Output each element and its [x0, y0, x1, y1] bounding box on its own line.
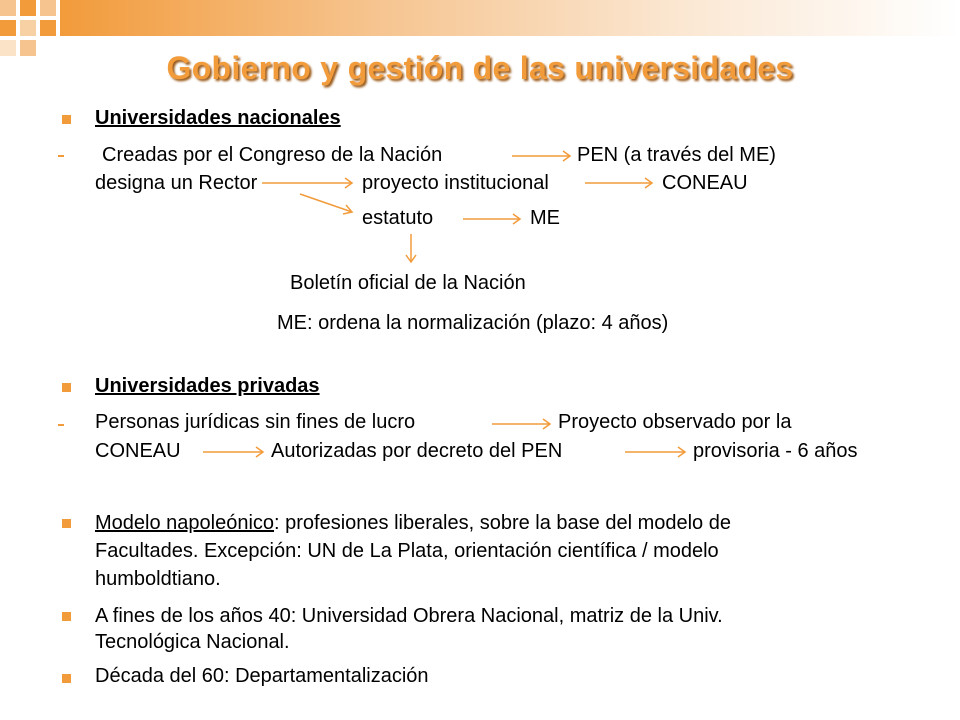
- arrow-icon: [512, 151, 570, 161]
- arrow-icon: [492, 419, 550, 429]
- nac-line2b: proyecto institucional: [362, 172, 549, 194]
- anos40-line2: Tecnológica Nacional.: [95, 631, 290, 653]
- modelo-line3: humboldtiano.: [95, 568, 221, 590]
- nac-line1a: Creadas por el Congreso de la Nación: [102, 144, 443, 166]
- nac-line5: ME: ordena la normalización (plazo: 4 años): [277, 312, 669, 334]
- nac-line3b: ME: [530, 207, 560, 229]
- heading-nacionales: Universidades nacionales: [95, 107, 341, 129]
- arrow-icon: [585, 178, 652, 188]
- nac-line2c: CONEAU: [662, 172, 748, 194]
- priv-line2a: CONEAU: [95, 440, 181, 462]
- nac-line3a: estatuto: [362, 207, 434, 229]
- arrow-icon: [262, 178, 352, 188]
- heading-privadas: Universidades privadas: [95, 375, 320, 397]
- priv-line1a: Personas jurídicas sin fines de lucro: [95, 411, 416, 433]
- slide-title: Gobierno y gestión de las universidades: [166, 50, 794, 86]
- priv-line1b: Proyecto observado por la: [558, 411, 792, 433]
- nac-line2a: designa un Rector: [95, 172, 258, 194]
- priv-line2b: Autorizadas por decreto del PEN: [271, 440, 563, 462]
- modelo-line2: Facultades. Excepción: UN de La Plata, orientación científica / modelo: [95, 540, 719, 562]
- arrow-icon: [625, 447, 685, 457]
- priv-line2c: provisoria - 6 años: [693, 440, 858, 462]
- modelo-line1-rest: : profesiones liberales, sobre la base del modelo de: [274, 512, 731, 534]
- decada60-line1: Década del 60: Departamentalización: [95, 665, 429, 687]
- modelo-term: Modelo napoleónico: [95, 512, 275, 534]
- arrow-icon: [463, 214, 520, 224]
- nac-line4: Boletín oficial de la Nación: [290, 272, 526, 294]
- arrow-icon: [300, 194, 352, 214]
- nac-line1b: PEN (a través del ME): [577, 144, 776, 166]
- anos40-line1: A fines de los años 40: Universidad Obrera Nacional, matriz de la Univ.: [95, 605, 723, 627]
- arrow-icon: [203, 447, 263, 457]
- arrow-icon: [406, 234, 416, 262]
